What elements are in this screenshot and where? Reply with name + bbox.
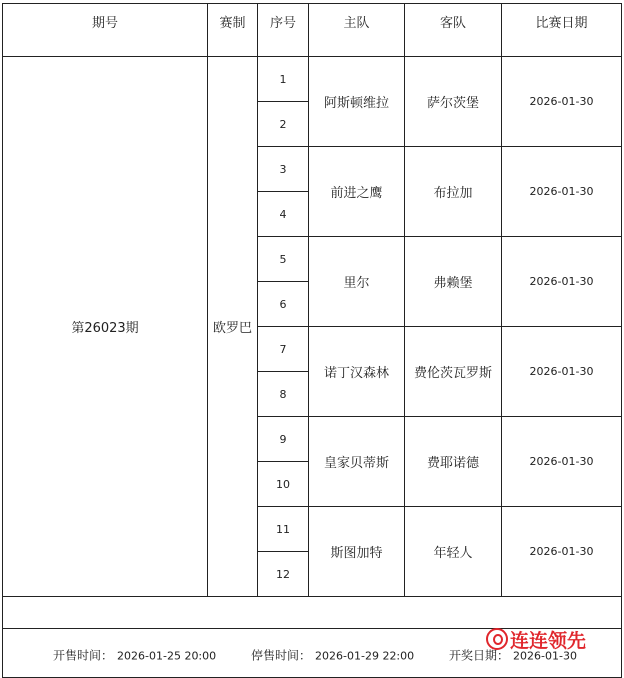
competition-cell: 欧罗巴 [208, 57, 258, 597]
sale-stop-label: 停售时间： [251, 648, 312, 663]
sale-start-value: 2026-01-25 20:00 [117, 649, 217, 663]
away-team: 费耶诺德 [405, 417, 502, 507]
away-team: 布拉加 [405, 147, 502, 237]
sale-start [53, 647, 216, 664]
match-number: 3 [258, 147, 309, 192]
home-team: 阿斯顿维拉 [309, 57, 405, 147]
away-team: 年轻人 [405, 507, 502, 597]
match-number: 7 [258, 327, 309, 372]
match-number: 12 [258, 552, 309, 597]
sale-stop [251, 647, 414, 664]
home-team: 诺丁汉森林 [309, 327, 405, 417]
draw-date-value: 2026-01-30 [513, 649, 577, 663]
match-date: 2026-01-30 [502, 417, 622, 507]
draw-date-label: 开奖日期： [449, 648, 510, 663]
match-date: 2026-01-30 [502, 327, 622, 417]
at-icon [486, 628, 508, 650]
watermark [486, 626, 586, 653]
match-date: 2026-01-30 [502, 507, 622, 597]
spacer-row [3, 597, 622, 629]
match-number: 1 [258, 57, 309, 102]
home-team: 斯图加特 [309, 507, 405, 597]
away-team: 弗赖堡 [405, 237, 502, 327]
sale-stop-value: 2026-01-29 22:00 [315, 649, 415, 663]
match-date: 2026-01-30 [502, 147, 622, 237]
table-row [3, 57, 622, 102]
match-number: 5 [258, 237, 309, 282]
watermark-text: 连连领先 [510, 630, 587, 652]
away-team: 萨尔茨堡 [405, 57, 502, 147]
away-team: 费伦茨瓦罗斯 [405, 327, 502, 417]
header-home: 主队 [309, 4, 405, 57]
header-away: 客队 [405, 4, 502, 57]
match-number: 9 [258, 417, 309, 462]
match-number: 10 [258, 462, 309, 507]
spacer-cell [3, 597, 622, 629]
match-number: 6 [258, 282, 309, 327]
home-team: 皇家贝蒂斯 [309, 417, 405, 507]
home-team: 里尔 [309, 237, 405, 327]
header-date: 比赛日期 [502, 4, 622, 57]
match-date: 2026-01-30 [502, 57, 622, 147]
header-number: 序号 [258, 4, 309, 57]
schedule-table [2, 3, 622, 678]
match-number: 11 [258, 507, 309, 552]
home-team: 前进之鹰 [309, 147, 405, 237]
match-number: 4 [258, 192, 309, 237]
match-number: 8 [258, 372, 309, 417]
header-row [3, 4, 622, 57]
match-date: 2026-01-30 [502, 237, 622, 327]
match-number: 2 [258, 102, 309, 147]
sale-start-label: 开售时间： [53, 648, 114, 663]
header-competition: 赛制 [208, 4, 258, 57]
header-issue: 期号 [3, 4, 208, 57]
issue-cell: 第26023期 [3, 57, 208, 597]
